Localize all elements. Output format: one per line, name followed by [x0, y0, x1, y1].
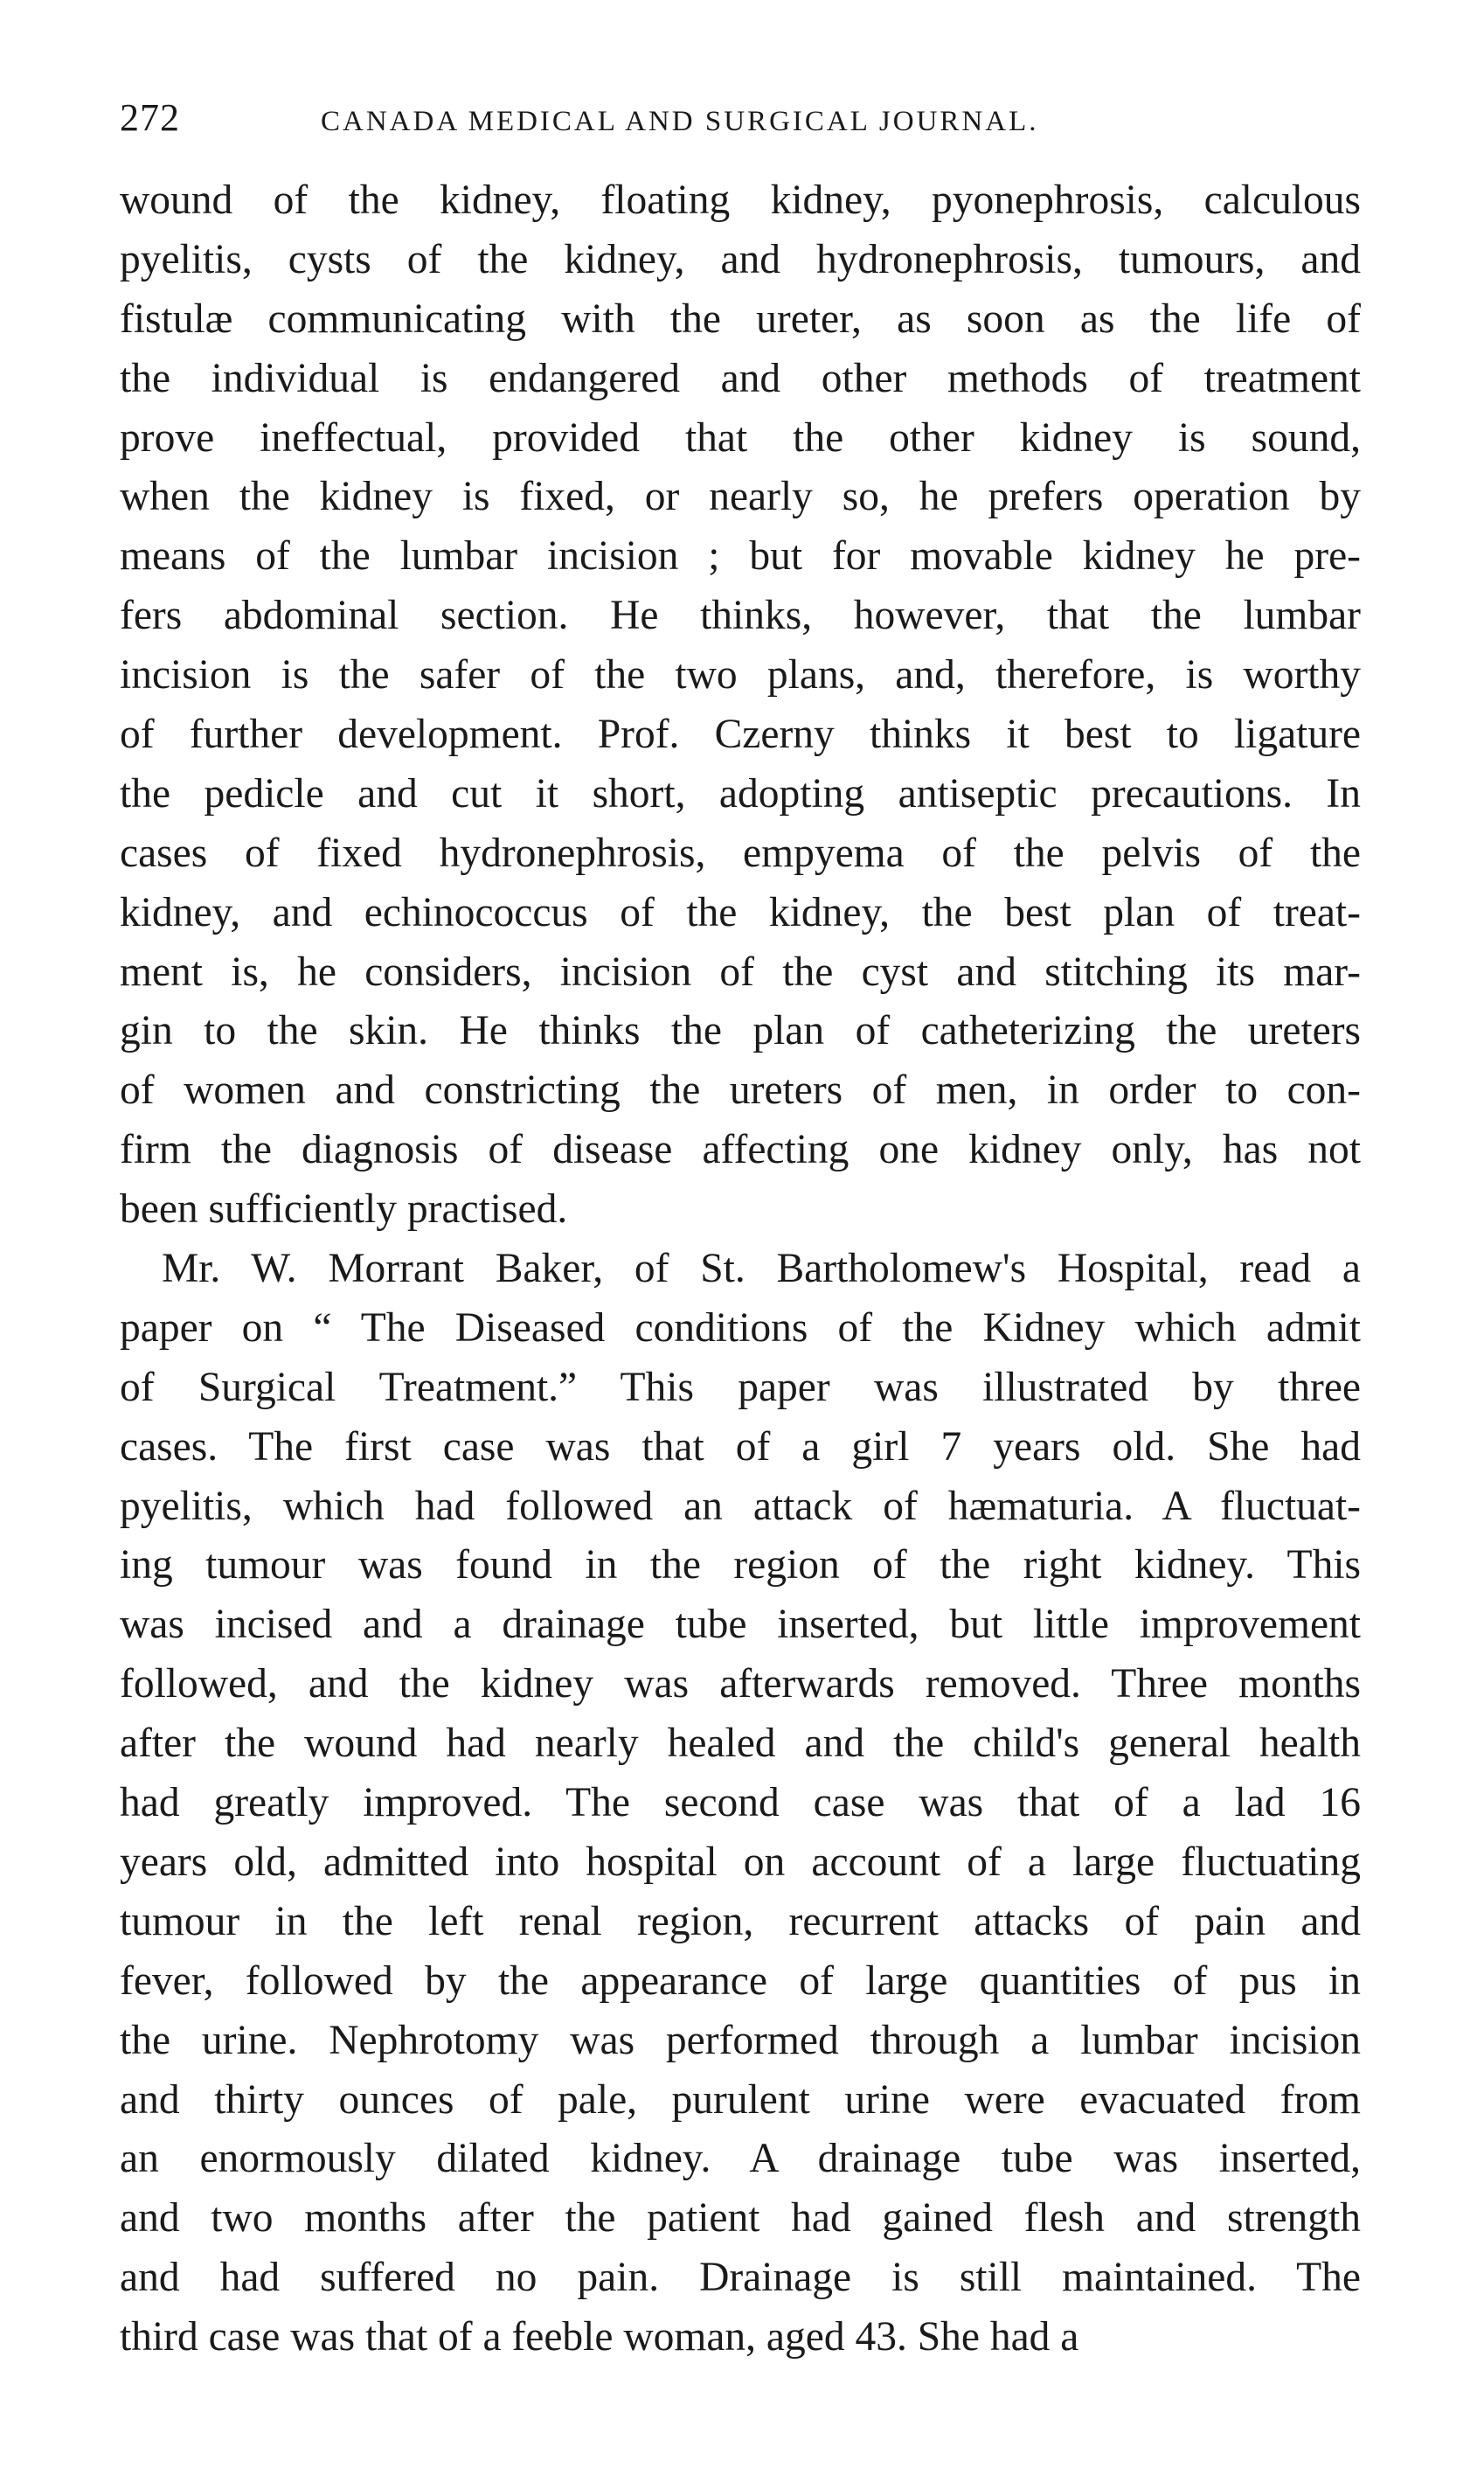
- page-number: 272: [120, 96, 180, 139]
- text-line: fistulæ communicating with the ureter, as soon as the life of: [120, 295, 1361, 342]
- text-line: and thirty ounces of pale, purulent urine were evacuated from: [120, 2076, 1361, 2123]
- text-line: tumour in the left renal region, recurrent attacks of pain and: [120, 1898, 1361, 1944]
- text-line: ing tumour was found in the region of the right kidney. This: [120, 1542, 1361, 1589]
- text-line: the pedicle and cut it short, adopting antiseptic precautions. In: [120, 770, 1361, 817]
- text-line: an enormously dilated kidney. A drainage tube was inserted,: [120, 2136, 1361, 2182]
- text-line: when the kidney is fixed, or nearly so, he prefers operation by: [120, 474, 1361, 520]
- text-line: cases. The first case was that of a girl 7 years old. She had: [120, 1423, 1361, 1470]
- text-line: of further development. Prof. Czerny thinks it best to ligature: [120, 712, 1361, 758]
- running-head: [120, 92, 1361, 144]
- text-line: ment is, he considers, incision of the cyst and stitching its mar-: [120, 949, 1361, 995]
- text-line: cases of fixed hydronephrosis, empyema of the pelvis of the: [120, 830, 1361, 876]
- text-line: had greatly improved. The second case was that of a lad 16: [120, 1780, 1361, 1826]
- text-line: the individual is endangered and other methods of treatment: [120, 355, 1361, 401]
- text-line: after the wound had nearly healed and the child's general health: [120, 1721, 1361, 1767]
- text-line: paper on “ The Diseased conditions of the Kidney which admit: [120, 1304, 1361, 1351]
- text-line: prove ineffectual, provided that the other kidney is sound,: [120, 414, 1361, 461]
- text-line: and had suffered no pain. Drainage is still maintained. The: [120, 2255, 1361, 2301]
- text-line: fers abdominal section. He thinks, however, that the lumbar: [120, 593, 1361, 639]
- text-line: been sufficiently practised.: [120, 1186, 568, 1233]
- text-line: means of the lumbar incision ; but for movable kidney he pre-: [120, 533, 1361, 580]
- text-line: gin to the skin. He thinks the plan of catheterizing the ureters: [120, 1008, 1361, 1054]
- text-line: Mr. W. Morrant Baker, of St. Bartholomew's Hospital, read a: [162, 1246, 1361, 1292]
- text-line: the urine. Nephrotomy was performed through a lumbar incision: [120, 2017, 1361, 2063]
- text-line: incision is the safer of the two plans, and, therefore, is worthy: [120, 652, 1361, 699]
- text-line: pyelitis, cysts of the kidney, and hydronephrosis, tumours, and: [120, 236, 1361, 282]
- text-line: fever, followed by the appearance of large quantities of pus in: [120, 1957, 1361, 2004]
- text-line: third case was that of a feeble woman, aged 43. She had a: [120, 2314, 1079, 2360]
- text-line: kidney, and echinococcus of the kidney, the best plan of treat-: [120, 889, 1361, 935]
- text-line: pyelitis, which had followed an attack of hæmaturia. A fluctuat-: [120, 1483, 1361, 1529]
- text-line: and two months after the patient had gained flesh and strength: [120, 2195, 1361, 2242]
- paragraph: [120, 171, 1361, 1240]
- text-line: of women and constricting the ureters of men, in order to con-: [120, 1067, 1361, 1114]
- body-text: [120, 171, 1361, 2367]
- text-line: followed, and the kidney was afterwards removed. Three months: [120, 1661, 1361, 1707]
- text-line: was incised and a drainage tube inserted, but little improvement: [120, 1602, 1361, 1648]
- text-line: years old, admitted into hospital on account of a large fluctuating: [120, 1839, 1361, 1885]
- paragraph: [120, 1240, 1361, 2367]
- journal-title: CANADA MEDICAL AND SURGICAL JOURNAL.: [321, 106, 1039, 137]
- text-line: of Surgical Treatment.” This paper was illustrated by three: [120, 1364, 1361, 1410]
- text-line: firm the diagnosis of disease affecting one kidney only, has not: [120, 1127, 1361, 1173]
- text-line: wound of the kidney, floating kidney, pyonephrosis, calculous: [120, 177, 1361, 223]
